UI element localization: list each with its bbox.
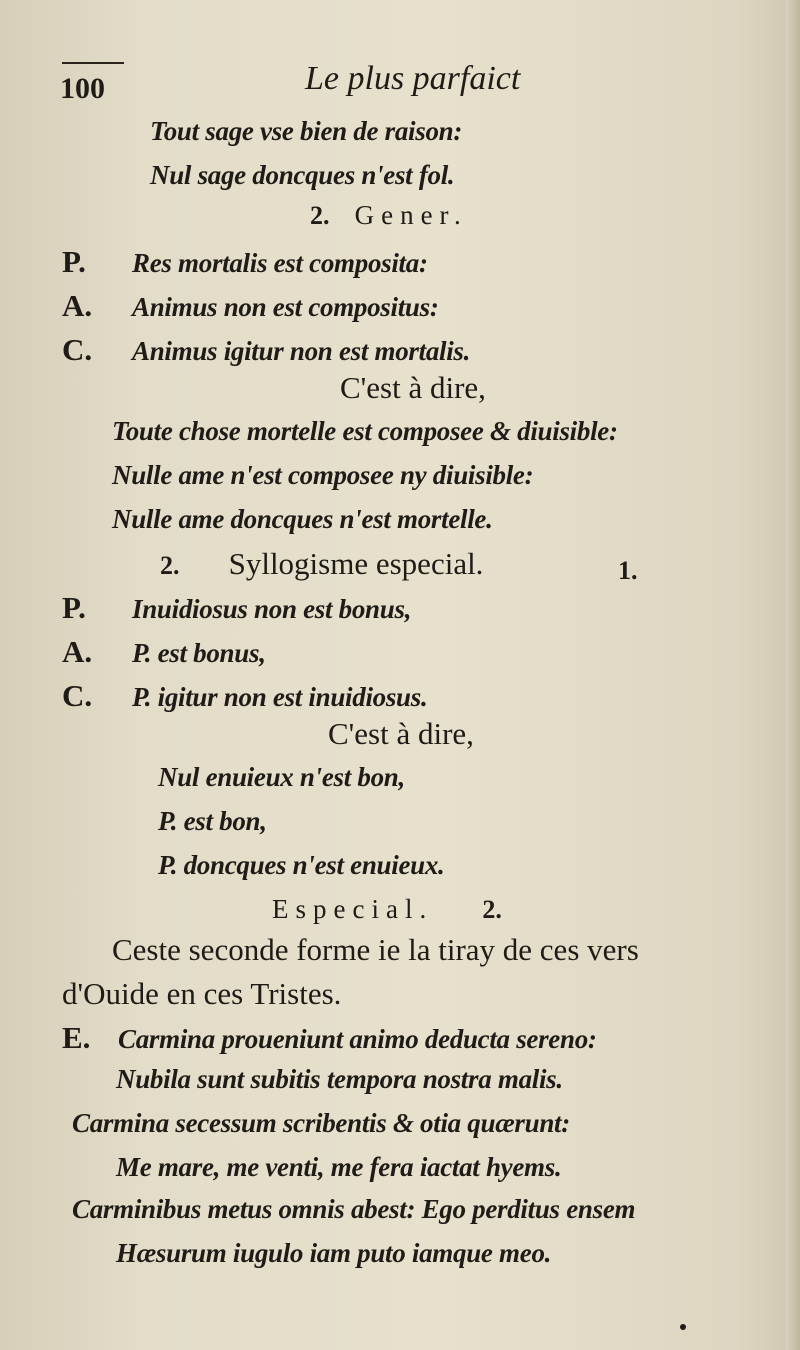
conclusion-text: Animus igitur non est mortalis. bbox=[132, 336, 471, 366]
conclusion-label: C. bbox=[62, 678, 93, 713]
text-line: P. doncques n'est enuieux. bbox=[158, 850, 445, 880]
section-title: Syllogisme especial. bbox=[228, 546, 484, 581]
section-title: Gener. bbox=[354, 200, 468, 230]
example-text: Carmina proueniunt animo deducta sereno: bbox=[118, 1024, 597, 1054]
premise-text: Res mortalis est composita: bbox=[132, 248, 428, 278]
ink-spot bbox=[680, 1324, 686, 1330]
premise-line bbox=[62, 590, 411, 626]
text-line: Nulle ame n'est composee ny diuisible: bbox=[112, 460, 534, 490]
text-line: Tout sage vse bien de raison: bbox=[150, 116, 463, 146]
folio-rule bbox=[62, 62, 124, 64]
section-number: 2. bbox=[160, 551, 180, 580]
prose-line: Ceste seconde forme ie la tiray de ces vers bbox=[112, 932, 639, 967]
text-line: Toute chose mortelle est composee & diuisible: bbox=[112, 416, 618, 446]
verse-line: Hæsurum iugulo iam puto iamque meo. bbox=[116, 1238, 552, 1268]
premise-label: P. bbox=[62, 244, 86, 279]
example-label: E. bbox=[62, 1020, 91, 1055]
text-line: Nul sage doncques n'est fol. bbox=[150, 160, 455, 190]
conclusion-line bbox=[62, 332, 470, 368]
section-heading bbox=[272, 894, 502, 925]
section-number: 2. bbox=[310, 201, 330, 230]
assumption-label: A. bbox=[62, 634, 93, 669]
page-edge bbox=[786, 0, 800, 1350]
text-line: P. est bon, bbox=[158, 806, 267, 836]
page-number: 100 bbox=[60, 72, 105, 105]
section-number: 2. bbox=[482, 895, 502, 924]
verse-line: Carmina secessum scribentis & otia quærunt: bbox=[72, 1108, 570, 1138]
text-line: Nul enuieux n'est bon, bbox=[158, 762, 405, 792]
section-title: Especial. bbox=[272, 894, 434, 924]
conclusion-text: P. igitur non est inuidiosus. bbox=[132, 682, 428, 712]
text-line: Nulle ame doncques n'est mortelle. bbox=[112, 504, 493, 534]
assumption-label: A. bbox=[62, 288, 93, 323]
assumption-line bbox=[62, 634, 266, 670]
premise-label: P. bbox=[62, 590, 86, 625]
conclusion-line bbox=[62, 678, 427, 714]
margin-number: 1. bbox=[618, 556, 638, 585]
premise-text: Inuidiosus non est bonus, bbox=[132, 594, 412, 624]
verse-line: Me mare, me venti, me fera iactat hyems. bbox=[116, 1152, 562, 1182]
example-line bbox=[62, 1020, 597, 1056]
assumption-text: P. est bonus, bbox=[132, 638, 266, 668]
cest-a-dire: C'est à dire, bbox=[328, 716, 474, 751]
running-title: Le plus parfaict bbox=[305, 60, 521, 97]
assumption-text: Animus non est compositus: bbox=[132, 292, 439, 322]
conclusion-label: C. bbox=[62, 332, 93, 367]
assumption-line bbox=[62, 288, 439, 324]
section-heading bbox=[310, 200, 468, 231]
verse-line: Nubila sunt subitis tempora nostra malis. bbox=[116, 1064, 563, 1094]
prose-line: d'Ouide en ces Tristes. bbox=[62, 976, 342, 1011]
verse-line: Carminibus metus omnis abest: Ego perditus ensem bbox=[72, 1194, 636, 1224]
cest-a-dire: C'est à dire, bbox=[340, 370, 486, 405]
section-heading bbox=[160, 546, 483, 582]
premise-line bbox=[62, 244, 428, 280]
